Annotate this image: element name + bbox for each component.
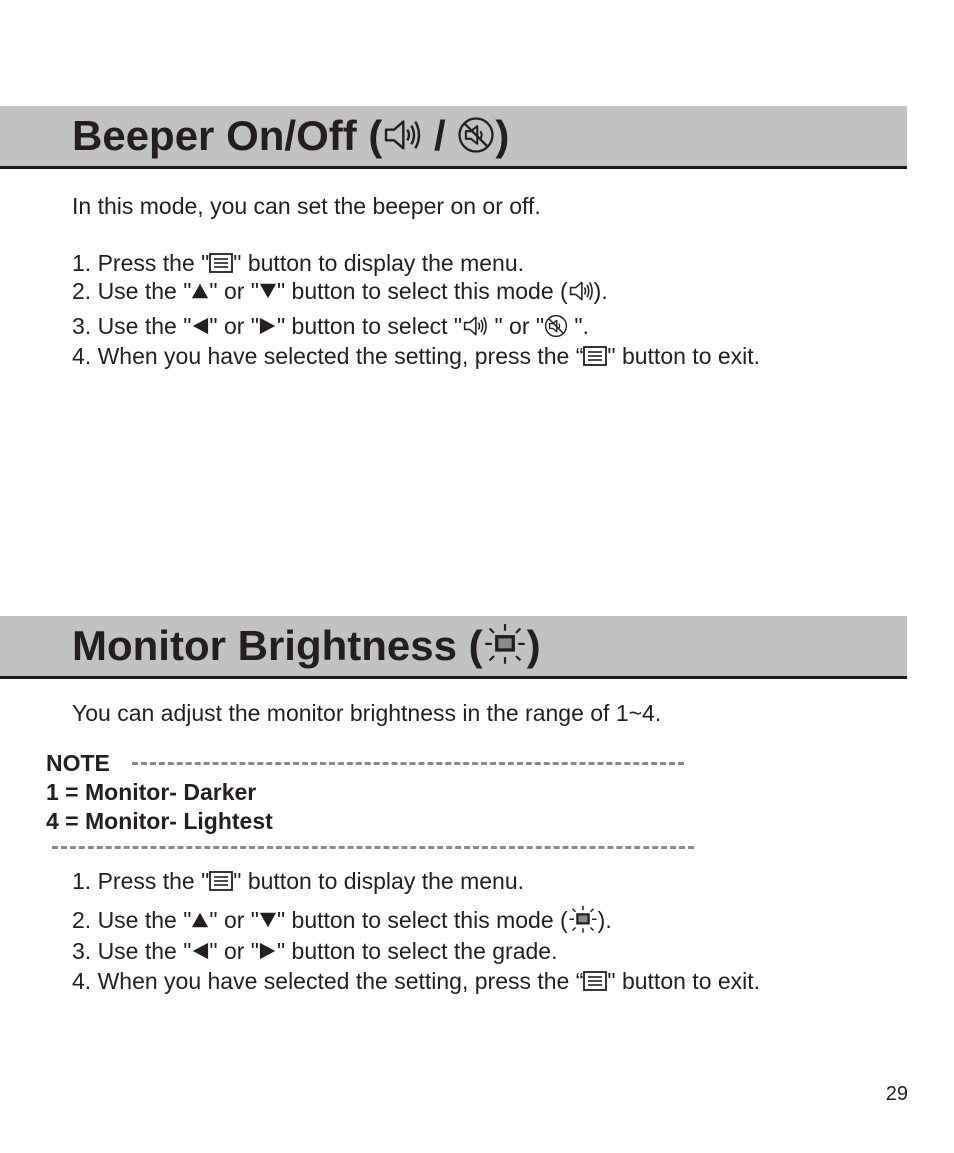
brightness-intro: You can adjust the monitor brightness in the range of 1~4. xyxy=(72,700,662,726)
note-lightest: 4 = Monitor- Lightest xyxy=(46,808,273,834)
note-label: NOTE xyxy=(46,750,110,776)
right-arrow-icon xyxy=(259,942,277,960)
step-text: " button to exit. xyxy=(607,343,761,369)
beeper-step-3 xyxy=(72,312,589,341)
step-number: 1. xyxy=(72,250,98,276)
brightness-step-2 xyxy=(72,906,612,937)
step-text: " button to select this mode ( xyxy=(276,278,568,304)
step-text: 2. Use the " xyxy=(72,278,192,304)
beeper-step-1 xyxy=(72,249,524,277)
step-text: ". xyxy=(568,313,589,339)
note-darker: 1 = Monitor- Darker xyxy=(46,779,257,805)
step-text: 1. Press the " xyxy=(72,868,210,894)
step-text: " button to select this mode ( xyxy=(276,907,568,933)
speaker-off-icon xyxy=(544,314,568,338)
step-text: " button to display the menu. xyxy=(233,250,525,276)
brightness-title-text: Monitor Brightness ( xyxy=(72,622,483,669)
step-text: 4. When you have selected the setting, press the “ xyxy=(72,968,584,994)
step-text: " button to select the grade. xyxy=(276,938,558,964)
step-text: 3. Use the " xyxy=(72,313,192,339)
brightness-title-close: ) xyxy=(526,622,541,669)
step-text: 4. When you have selected the setting, press the “ xyxy=(72,343,584,369)
page-number: 29 xyxy=(885,1083,908,1105)
step-text: " or " xyxy=(209,278,259,304)
left-arrow-icon xyxy=(191,942,209,960)
beeper-title-separator: / xyxy=(422,112,458,159)
step-text: " or " xyxy=(488,313,545,339)
beeper-title-text: Beeper On/Off ( xyxy=(72,112,383,159)
brightness-section-banner xyxy=(0,616,907,679)
brightness-step-1 xyxy=(72,867,524,895)
menu-button-icon xyxy=(583,346,607,366)
beeper-section-banner xyxy=(0,106,907,169)
monitor-brightness-icon xyxy=(568,905,598,935)
beeper-intro: In this mode, you can set the beeper on or off. xyxy=(72,193,541,219)
note-divider-top xyxy=(132,762,684,765)
speaker-on-icon xyxy=(382,115,422,155)
step-text: " or " xyxy=(209,907,259,933)
down-arrow-icon xyxy=(259,911,277,929)
note-divider-bottom xyxy=(52,846,694,849)
beeper-title-close: ) xyxy=(495,112,510,159)
menu-button-icon xyxy=(209,871,233,891)
step-text: " button to select " xyxy=(276,313,463,339)
step-text: " or " xyxy=(209,938,259,964)
down-arrow-icon xyxy=(259,282,277,300)
up-arrow-icon xyxy=(191,282,209,300)
speaker-off-icon xyxy=(457,116,495,154)
monitor-brightness-icon xyxy=(483,623,527,667)
beeper-step-2 xyxy=(72,277,608,306)
speaker-on-icon xyxy=(568,278,594,304)
step-text: " or " xyxy=(209,313,259,339)
speaker-on-icon xyxy=(462,313,488,339)
beeper-step-4 xyxy=(72,342,760,370)
left-arrow-icon xyxy=(191,317,209,335)
step-text: " button to display the menu. xyxy=(233,868,525,894)
brightness-step-4 xyxy=(72,967,760,995)
right-arrow-icon xyxy=(259,317,277,335)
step-text: " button to exit. xyxy=(607,968,761,994)
brightness-step-3 xyxy=(72,937,557,965)
up-arrow-icon xyxy=(191,911,209,929)
brightness-section-title xyxy=(72,616,541,676)
menu-button-icon xyxy=(583,971,607,991)
step-text: Press the " xyxy=(97,250,210,276)
beeper-section-title xyxy=(72,106,509,166)
step-text: ). xyxy=(597,907,612,933)
step-text: 2. Use the " xyxy=(72,907,192,933)
menu-button-icon xyxy=(209,253,233,273)
step-text: 3. Use the " xyxy=(72,938,192,964)
step-text: ). xyxy=(593,278,608,304)
